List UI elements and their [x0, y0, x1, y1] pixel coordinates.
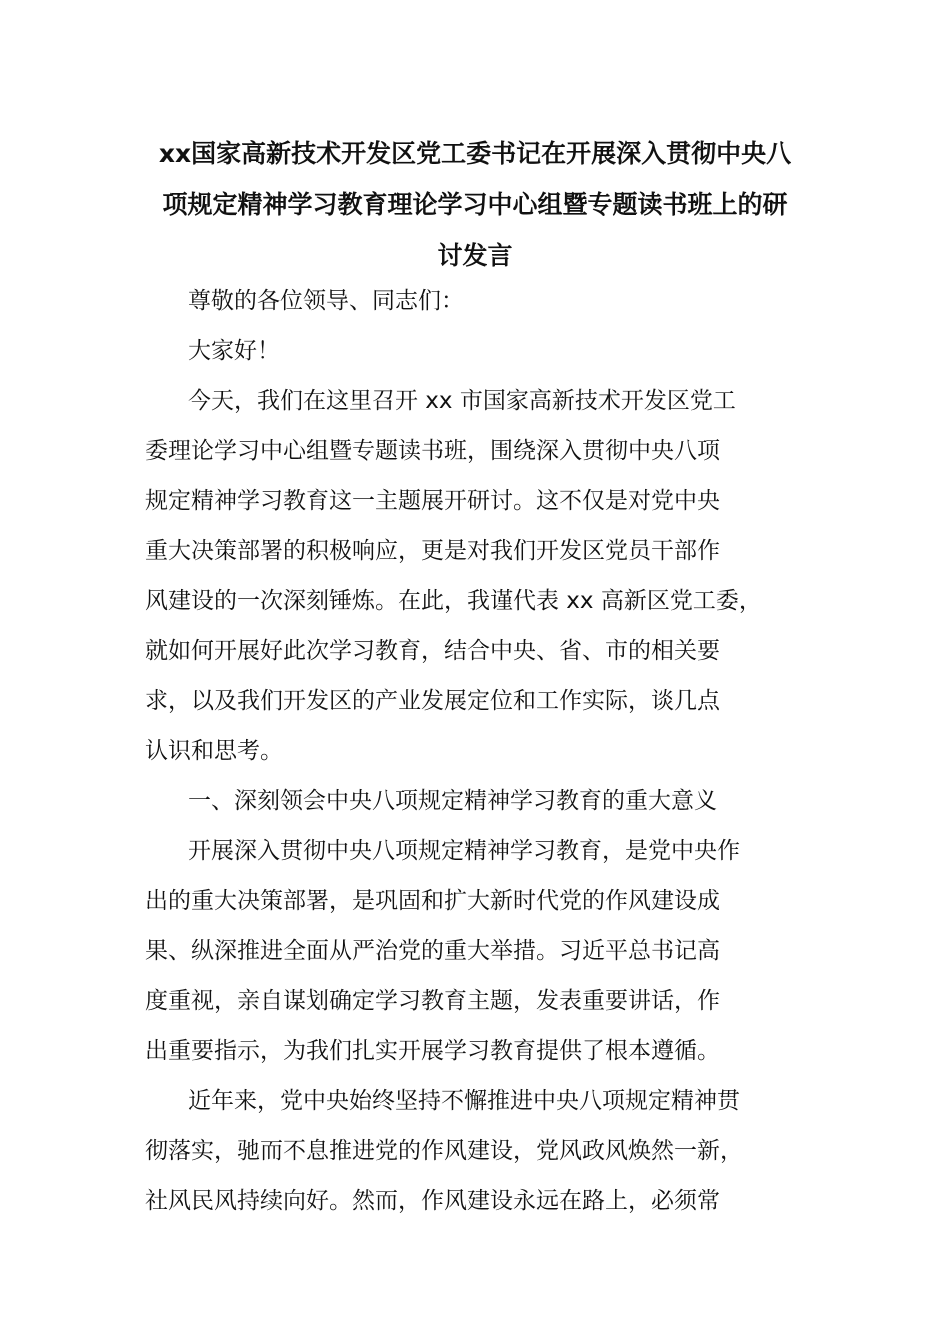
paragraph-line: 委理论学习中心组暨专题读书班，围绕深入贯彻中央八项	[145, 438, 720, 464]
paragraph-line: 规定精神学习教育这一主题展开研讨。这不仅是对党中央	[145, 488, 720, 514]
paragraph-line: 彻落实，驰而不息推进党的作风建设，党风政风焕然一新，	[145, 1138, 743, 1164]
title-line: xx国家高新技术开发区党工委书记在开展深入贯彻中央八	[158, 139, 792, 168]
document-title	[130, 128, 820, 281]
paragraph-line: 度重视，亲自谋划确定学习教育主题，发表重要讲话，作	[145, 988, 720, 1014]
paragraph-line: 开展深入贯彻中央八项规定精神学习教育，是党中央作	[188, 838, 740, 864]
paragraph-line: 近年来，党中央始终坚持不懈推进中央八项规定精神贯	[188, 1088, 740, 1114]
salutation: 尊敬的各位领导、同志们：	[188, 288, 464, 314]
greeting: 大家好！	[188, 338, 280, 364]
document-body	[145, 276, 835, 1226]
paragraph-line: 认识和思考。	[145, 738, 283, 764]
paragraph-line: 出重要指示，为我们扎实开展学习教育提供了根本遵循。	[145, 1038, 720, 1064]
paragraph-line: 就如何开展好此次学习教育，结合中央、省、市的相关要	[145, 638, 720, 664]
paragraph-line: 今天，我们在这里召开 xx 市国家高新技术开发区党工	[188, 388, 736, 414]
title-line: 讨发言	[437, 241, 513, 270]
title-line: 项规定精神学习教育理论学习中心组暨专题读书班上的研	[162, 190, 788, 219]
paragraph-line: 社风民风持续向好。然而，作风建设永远在路上，必须常	[145, 1188, 720, 1214]
paragraph-line: 果、纵深推进全面从严治党的重大举措。习近平总书记高	[145, 938, 720, 964]
paragraph-line: 风建设的一次深刻锤炼。在此，我谨代表 xx 高新区党工委，	[145, 588, 762, 614]
paragraph-line: 重大决策部署的积极响应，更是对我们开发区党员干部作	[145, 538, 720, 564]
paragraph-line: 求，以及我们开发区的产业发展定位和工作实际，谈几点	[145, 688, 720, 714]
section-heading: 一、深刻领会中央八项规定精神学习教育的重大意义	[188, 788, 717, 814]
paragraph-line: 出的重大决策部署，是巩固和扩大新时代党的作风建设成	[145, 888, 720, 914]
